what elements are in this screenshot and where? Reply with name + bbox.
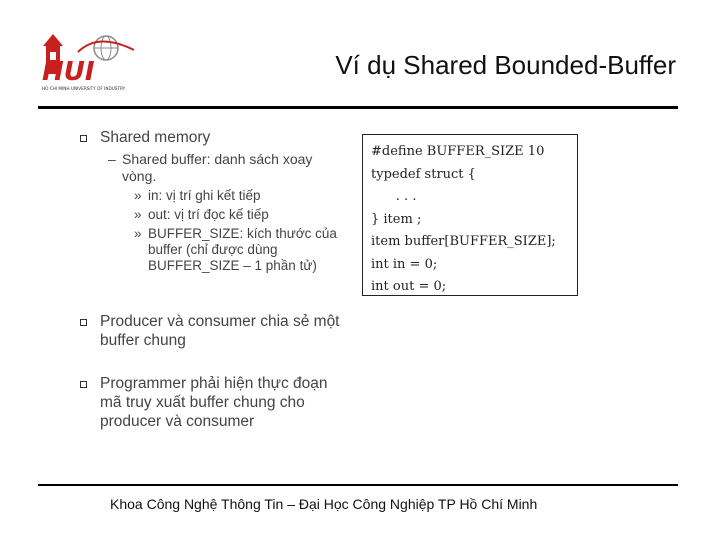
- subsub-bullet-text: out: vị trí đọc kế tiếp: [148, 207, 269, 222]
- bullet-shared-memory: [78, 128, 348, 147]
- university-logo: [38, 32, 138, 92]
- subsub-bullet-text: in: vị trí ghi kết tiếp: [148, 188, 261, 203]
- code-block: [362, 134, 578, 296]
- bullet-text: Shared memory: [100, 129, 211, 146]
- square-bullet-icon: [80, 135, 87, 142]
- square-bullet-icon: [80, 381, 87, 388]
- slide-title: Ví dụ Shared Bounded-Buffer: [335, 50, 676, 80]
- logo-text: HUI: [42, 57, 95, 87]
- code-line: #define BUFFER_SIZE 10: [371, 144, 545, 159]
- bullet-list: [78, 128, 348, 431]
- square-bullet-icon: [80, 319, 87, 326]
- code-line: item buffer[BUFFER_SIZE];: [371, 234, 556, 249]
- footer-text: Khoa Công Nghệ Thông Tin – Đại Học Công Nghiệp TP Hồ Chí Minh: [110, 496, 538, 512]
- guillemet-bullet-icon: »: [134, 207, 142, 222]
- bullet-text: Programmer phải hiện thực đoạn mã truy xuất buffer chung cho producer và consumer: [100, 375, 328, 430]
- code-line: typedef struct {: [371, 166, 476, 182]
- bullet-text: Producer và consumer chia sẻ một buffer chung: [100, 313, 340, 349]
- code-line: } item ;: [371, 211, 422, 227]
- subsub-bullet-buffer-size: [78, 226, 348, 274]
- bottom-divider: [38, 484, 678, 486]
- sub-bullet-text: Shared buffer: danh sách xoay vòng.: [122, 151, 313, 184]
- code-line: int in = 0;: [371, 256, 438, 272]
- sub-bullet-shared-buffer: [78, 151, 348, 185]
- subsub-bullet-text: BUFFER_SIZE: kích thước của buffer (chỉ được dùng BUFFER_SIZE – 1 phần tử): [148, 226, 337, 273]
- subsub-bullet-in: [78, 188, 348, 204]
- code-line: int out = 0;: [371, 279, 447, 294]
- bullet-programmer: [78, 374, 348, 431]
- bullet-producer-consumer: [78, 312, 348, 350]
- dash-bullet-icon: –: [108, 151, 116, 167]
- guillemet-bullet-icon: »: [134, 188, 142, 203]
- top-divider: [38, 106, 678, 109]
- code-line: . . .: [371, 189, 417, 204]
- logo-subtext: HO CHI MINH UNIVERSITY OF INDUSTRY: [42, 86, 126, 91]
- subsub-bullet-out: [78, 207, 348, 223]
- guillemet-bullet-icon: »: [134, 226, 142, 241]
